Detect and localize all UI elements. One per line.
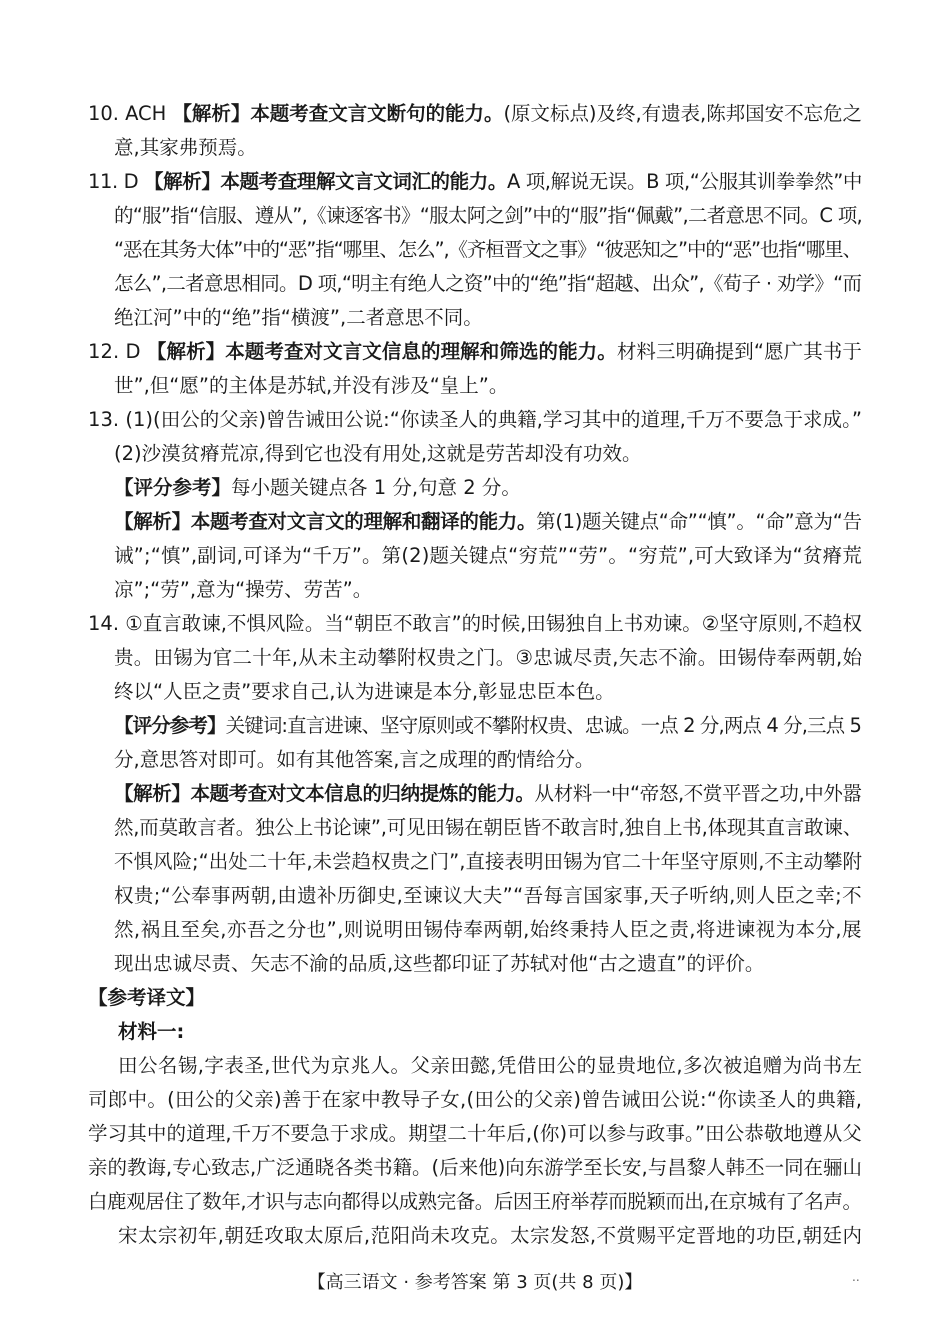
text-line bbox=[88, 1122, 862, 1146]
text-segment: 田公名锡,字表圣,世代为京兆人。父亲田懿,凭借田公的显贵地位,多次被追赠为尚书左 bbox=[118, 1054, 863, 1077]
text-segment: 贵。田锡为官二十年,从未主动攀附权贵之门。③忠诚尽责,矢志不渝。田锡侍奉两朝,始 bbox=[114, 646, 863, 669]
text-line bbox=[114, 714, 861, 738]
text-line bbox=[114, 544, 862, 568]
text-segment: 每小题关键点各 1 分,句意 2 分。 bbox=[231, 476, 521, 499]
bold-label: 材料一: bbox=[118, 1020, 185, 1043]
text-line bbox=[88, 986, 205, 1010]
text-segment: 宋太宗初年,朝廷攻取太原后,范阳尚未攻克。太宗发怒,不赏赐平定晋地的功臣,朝廷内 bbox=[118, 1224, 863, 1247]
text-segment: 终以“人臣之责”要求自己,认为进谏是本分,彰显忠臣本色。 bbox=[114, 680, 615, 703]
text-segment: 权贵;“公奉事两朝,由遗补历御史,至谏议大夫”“吾每言国家事,天子听纳,则人臣之幸;不 bbox=[114, 884, 862, 907]
text-segment: 第(1)题关键点“命”“慎”。“命”意为“告 bbox=[536, 510, 862, 533]
bold-label: 【评分参考】 bbox=[114, 714, 226, 737]
text-segment: 10. ACH bbox=[88, 102, 173, 125]
text-segment: 14. ①直言敢谏,不惧风险。当“朝臣不敢言”的时候,田锡独自上书劝谏。②坚守原则,不趋权 bbox=[88, 612, 862, 635]
bold-label: 【解析】本题考查理解文言文词汇的能力。 bbox=[144, 170, 507, 193]
text-line bbox=[118, 1054, 862, 1078]
text-line bbox=[88, 340, 862, 364]
text-line bbox=[114, 816, 862, 840]
text-line bbox=[114, 306, 483, 330]
text-line bbox=[114, 272, 861, 296]
text-line bbox=[114, 646, 862, 670]
text-segment: 凉”;“劳”,意为“操劳、劳苦”。 bbox=[114, 578, 373, 601]
text-line bbox=[88, 408, 862, 432]
text-segment: 亲的教诲,专心致志,广泛通晓各类书籍。(后来他)向东游学至长安,与昌黎人韩丕一同在骊山 bbox=[88, 1156, 862, 1179]
text-segment: 材料三明确提到“愿广其书于 bbox=[616, 340, 862, 363]
text-line bbox=[114, 884, 862, 908]
bold-label: 【参考译文】 bbox=[88, 986, 206, 1009]
text-line bbox=[114, 748, 594, 772]
scan-mark: .. bbox=[852, 1270, 860, 1284]
text-segment: 绝江河”中的“绝”指“横渡”,二者意思不同。 bbox=[114, 306, 483, 329]
text-segment: 白鹿观居住了数年,才识与志向都得以成熟完备。后因王府举荐而脱颖而出,在京城有了名声。 bbox=[88, 1190, 862, 1213]
text-line bbox=[88, 1088, 862, 1112]
text-segment: 关键词:直言进谏、坚守原则或不攀附权贵、忠诚。一点 2 分,两点 4 分,三点 5 bbox=[225, 714, 862, 737]
page-footer: 【高三语文 · 参考答案 第 3 页(共 8 页)】 bbox=[307, 1272, 643, 1293]
text-segment: 从材料一中“帝怒,不赏平晋之功,中外嚣 bbox=[534, 782, 862, 805]
text-line bbox=[88, 1190, 862, 1214]
text-segment: “恶在其务大体”中的“恶”指“哪里、怎么”,《齐桓晋文之事》“彼恶知之”中的“恶”也指“哪里、 bbox=[114, 238, 861, 261]
text-line bbox=[88, 102, 862, 126]
text-segment: 12. D bbox=[88, 340, 147, 363]
text-segment: 分,意思答对即可。如有其他答案,言之成理的酌情给分。 bbox=[114, 748, 595, 771]
bold-label: 【评分参考】 bbox=[114, 476, 232, 499]
text-segment: 世”,但“愿”的主体是苏轼,并没有涉及“皇上”。 bbox=[114, 374, 509, 397]
text-segment: 意,其家弗预焉。 bbox=[114, 136, 257, 159]
text-segment: 怎么”,二者意思相同。D 项,“明主有绝人之资”中的“绝”指“超越、出众”,《荀子 · 劝学》“而 bbox=[114, 272, 862, 295]
text-segment: 13. (1)(田公的父亲)曾告诫田公说:“你读圣人的典籍,学习其中的道理,千万不要急于求成。” bbox=[88, 408, 863, 431]
text-segment: 然,而莫敢言者。独公上书论谏”,可见田锡在朝臣皆不敢言时,独自上书,体现其直言敢谏、 bbox=[114, 816, 862, 839]
text-line bbox=[118, 1020, 184, 1044]
text-segment: 然,祸且至矣,亦吾之分也”,则说明田锡侍奉两朝,始终秉持人臣之责,将进谏视为本分,展 bbox=[114, 918, 862, 941]
text-line bbox=[114, 782, 862, 806]
bold-label: 【解析】本题考查对文本信息的归纳提炼的能力。 bbox=[114, 782, 535, 805]
text-line bbox=[114, 510, 862, 534]
bold-label: 【解析】本题考查对文言文信息的理解和筛选的能力。 bbox=[146, 340, 617, 363]
text-line bbox=[114, 918, 862, 942]
text-line bbox=[114, 680, 615, 704]
text-line bbox=[114, 442, 642, 466]
text-line bbox=[88, 170, 862, 194]
text-segment: 11. D bbox=[88, 170, 145, 193]
text-line bbox=[114, 374, 508, 398]
text-segment: A 项,解说无误。B 项,“公服其训拳拳然”中 bbox=[506, 170, 862, 193]
text-line bbox=[114, 578, 372, 602]
text-line bbox=[114, 204, 862, 228]
text-line bbox=[114, 136, 257, 160]
bold-label: 【解析】本题考查文言文断句的能力。 bbox=[172, 102, 504, 125]
text-segment: 诫”;“慎”,副词,可译为“千万”。第(2)题关键点“穷荒”“劳”。“穷荒”,可大致译为“贫瘠荒 bbox=[114, 544, 862, 567]
text-line bbox=[114, 238, 861, 262]
text-segment: 的“服”指“信服、遵从”,《谏逐客书》“服太阿之剑”中的“服”指“佩戴”,二者意思不同。C 项, bbox=[114, 204, 862, 227]
text-line bbox=[114, 952, 764, 976]
text-line bbox=[88, 1156, 862, 1180]
text-segment: 现出忠诚尽责、矢志不渝的品质,这些都印证了苏轼对他“古之遗直”的评价。 bbox=[114, 952, 765, 975]
text-segment: 司郎中。(田公的父亲)善于在家中教导子女,(田公的父亲)曾告诫田公说:“你读圣人的典籍, bbox=[88, 1088, 863, 1111]
text-line bbox=[114, 476, 521, 500]
text-segment: 学习其中的道理,千万不要急于求成。期望二十年后,(你)可以参与政事。”田公恭敬地遵从父 bbox=[88, 1122, 862, 1145]
text-line bbox=[114, 850, 862, 874]
bold-label: 【解析】本题考查对文言文的理解和翻译的能力。 bbox=[114, 510, 537, 533]
text-segment: (原文标点)及终,有遗表,陈邦国安不忘危之 bbox=[503, 102, 862, 125]
text-segment: 不惧风险;“出处二十年,未尝趋权贵之门”,直接表明田锡为官二十年坚守原则,不主动攀附 bbox=[114, 850, 863, 873]
text-line bbox=[118, 1224, 862, 1248]
text-line bbox=[88, 612, 862, 636]
text-segment: (2)沙漠贫瘠荒凉,得到它也没有用处,这就是劳苦却没有功效。 bbox=[114, 442, 642, 465]
